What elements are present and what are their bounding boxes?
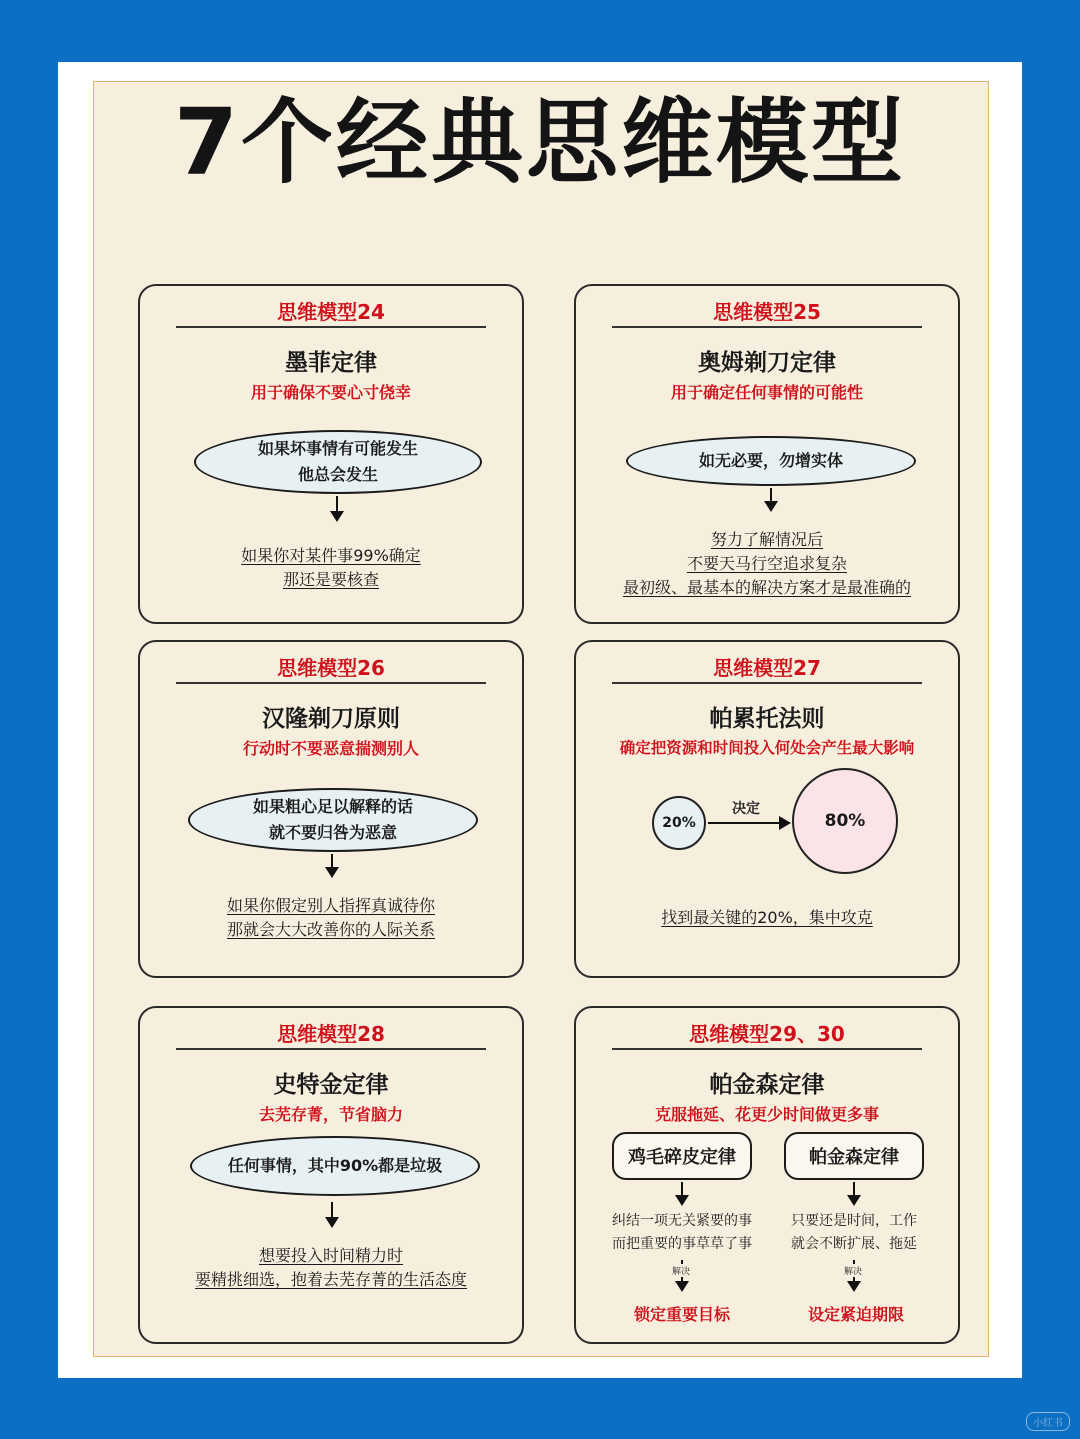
down-arrow bbox=[336, 496, 338, 520]
card-name: 史特金定律 bbox=[273, 1072, 389, 1098]
desc-line: 而把重要的事草草了事 bbox=[612, 1236, 752, 1252]
down-arrow bbox=[853, 1182, 855, 1204]
circle-80-percent: 80% bbox=[792, 768, 898, 874]
watermark-logo: 小红书 bbox=[1026, 1412, 1070, 1431]
card-subtitle: 克服拖延、花更少时间做更多事 bbox=[654, 1105, 879, 1124]
card-model-26 bbox=[138, 640, 524, 978]
oval-statement bbox=[190, 1136, 480, 1196]
divider bbox=[612, 682, 922, 684]
page-title: 7个经典思维模型 bbox=[173, 89, 906, 196]
note-line: 如果你对某件事99%确定 bbox=[241, 546, 421, 565]
note-line: 努力了解情况后 bbox=[710, 530, 823, 549]
solve-label: 解决 bbox=[844, 1264, 862, 1277]
note-line: 不要天马行空追求复杂 bbox=[686, 554, 847, 573]
right-result: 设定紧迫期限 bbox=[807, 1305, 904, 1324]
card-subtitle: 确定把资源和时间投入何处会产生最大影响 bbox=[619, 739, 915, 757]
card-name: 奥姆剃刀定律 bbox=[698, 350, 836, 376]
card-name: 汉隆剃刀原则 bbox=[262, 706, 400, 732]
divider bbox=[176, 682, 486, 684]
divider bbox=[612, 1048, 922, 1050]
oval-line: 任何事情，其中90%都是垃圾 bbox=[227, 1156, 443, 1175]
card-note bbox=[576, 528, 958, 600]
oval-line: 如果坏事情有可能发生 bbox=[257, 439, 418, 458]
divider bbox=[176, 326, 486, 328]
note-line: 如果你假定别人指挥真诚待你 bbox=[226, 896, 435, 915]
card-note bbox=[140, 544, 522, 592]
card-subtitle: 用于确定任何事情的可能性 bbox=[670, 383, 863, 402]
card-name: 帕累托法则 bbox=[709, 706, 825, 732]
oval-line: 就不要归咎为恶意 bbox=[268, 823, 397, 842]
note-line: 那就会大大改善你的人际关系 bbox=[226, 920, 435, 939]
divider bbox=[176, 1048, 486, 1050]
card-model-24 bbox=[138, 284, 524, 624]
card-name: 墨菲定律 bbox=[285, 350, 377, 376]
note-line: 找到最关键的20%，集中攻克 bbox=[661, 908, 873, 927]
oval-line: 他总会发生 bbox=[297, 465, 378, 484]
card-model-27 bbox=[574, 640, 960, 978]
left-law-box: 鸡毛碎皮定律 bbox=[612, 1132, 752, 1180]
card-id: 思维模型29、30 bbox=[689, 1022, 845, 1046]
oval-statement bbox=[188, 788, 478, 852]
oval-statement bbox=[626, 436, 916, 486]
card-id: 思维模型24 bbox=[277, 300, 385, 324]
down-arrow bbox=[681, 1182, 683, 1204]
divider bbox=[612, 326, 922, 328]
note-line: 想要投入时间精力时 bbox=[258, 1246, 403, 1265]
desc-line: 只要还是时间，工作 bbox=[791, 1213, 917, 1229]
left-result: 锁定重要目标 bbox=[633, 1305, 730, 1324]
card-id: 思维模型28 bbox=[277, 1022, 385, 1046]
right-arrow bbox=[708, 822, 788, 824]
oval-line: 如果粗心足以解释的话 bbox=[252, 797, 413, 816]
down-arrow bbox=[331, 1202, 333, 1226]
oval-line: 如无必要，勿增实体 bbox=[698, 451, 843, 470]
note-line: 最初级、最基本的解决方案才是最准确的 bbox=[622, 578, 911, 597]
down-arrow bbox=[331, 854, 333, 876]
card-model-29-30 bbox=[574, 1006, 960, 1344]
card-subtitle: 去芜存菁，节省脑力 bbox=[258, 1105, 403, 1124]
card-model-25 bbox=[574, 284, 960, 624]
note-line: 那还是要核查 bbox=[282, 570, 379, 589]
card-subtitle: 行动时不要恶意揣测别人 bbox=[242, 739, 419, 758]
card-id: 思维模型26 bbox=[277, 656, 385, 680]
card-id: 思维模型27 bbox=[713, 656, 821, 680]
left-desc bbox=[586, 1210, 778, 1256]
card-note bbox=[140, 1244, 522, 1292]
card-model-28 bbox=[138, 1006, 524, 1344]
card-note bbox=[576, 906, 958, 930]
card-note bbox=[140, 894, 522, 942]
card-subtitle: 用于确保不要心寸侥幸 bbox=[250, 383, 411, 402]
oval-statement bbox=[194, 430, 482, 494]
arrow-label: 决定 bbox=[732, 801, 760, 817]
desc-line: 纠结一项无关紧要的事 bbox=[612, 1213, 752, 1229]
right-desc bbox=[762, 1210, 946, 1256]
circle-20-percent: 20% bbox=[652, 796, 706, 850]
solve-label: 解决 bbox=[672, 1264, 690, 1277]
card-name: 帕金森定律 bbox=[709, 1072, 825, 1098]
right-law-box: 帕金森定律 bbox=[784, 1132, 924, 1180]
down-arrow bbox=[770, 488, 772, 510]
desc-line: 就会不断扩展、拖延 bbox=[791, 1236, 917, 1252]
card-id: 思维模型25 bbox=[713, 300, 821, 324]
note-line: 要精挑细选，抱着去芜存菁的生活态度 bbox=[194, 1270, 467, 1289]
